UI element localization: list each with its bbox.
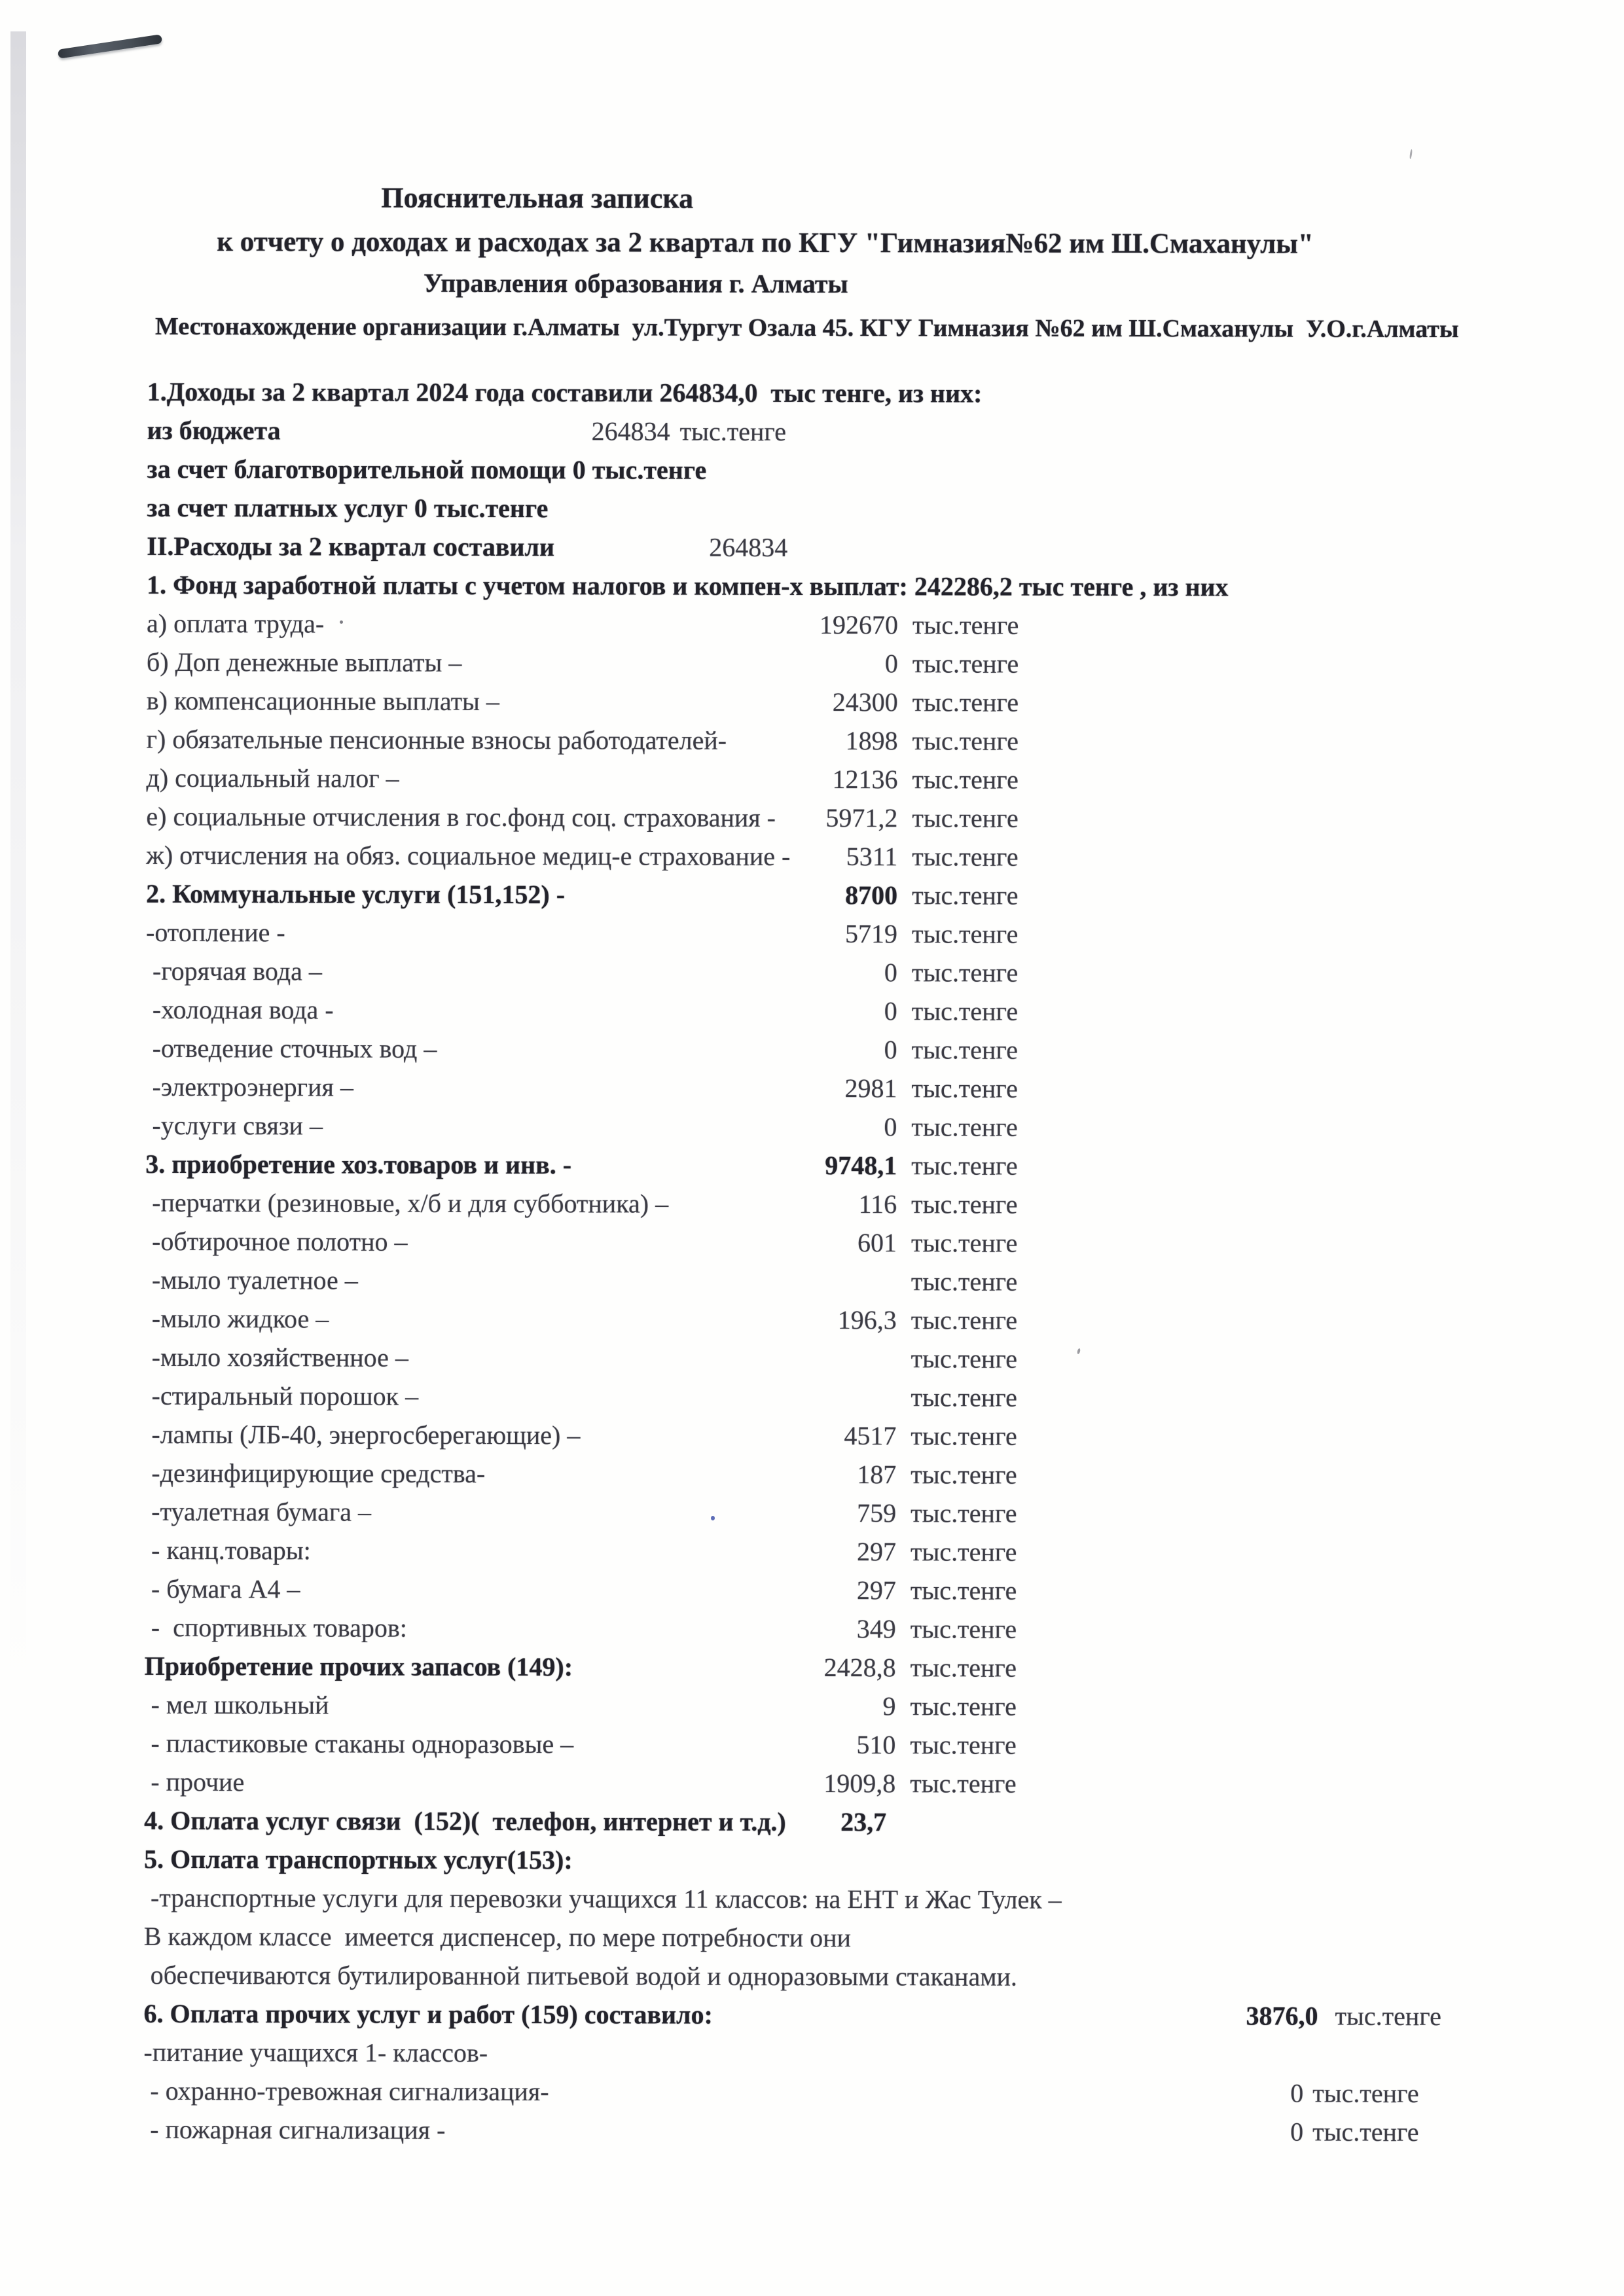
- line-value: 264834: [591, 416, 670, 446]
- line-unit: тыс.тенге: [910, 1730, 1017, 1760]
- line-value: 1909,8: [823, 1768, 896, 1799]
- doc-line: [0, 1649, 1621, 1686]
- line-unit: тыс.тенге: [910, 1691, 1017, 1721]
- doc-line: [0, 1880, 1620, 1918]
- line-unit: тыс.тенге: [911, 919, 1019, 949]
- doc-line: [0, 722, 1623, 759]
- line-unit: тыс.тенге: [911, 1382, 1017, 1412]
- line-label: -отопление -: [145, 917, 285, 948]
- doc-line: [0, 413, 1623, 450]
- line-unit: тыс.тенге: [911, 1112, 1018, 1142]
- line-value: 5971,2: [825, 803, 898, 833]
- line-label: -отведение сточных вод –: [145, 1033, 437, 1064]
- line-unit: тыс.тенге: [911, 958, 1019, 988]
- doc-line: [0, 606, 1623, 643]
- doc-line: [0, 1185, 1621, 1223]
- line-unit: тыс.тенге: [910, 1614, 1017, 1644]
- line-unit: тыс.тенге: [912, 764, 1019, 795]
- line-label: -питание учащихся 1- классов-: [143, 2037, 488, 2068]
- line-label: в) компенсационные выплаты –: [146, 685, 499, 717]
- doc-line: [0, 1494, 1621, 1532]
- line-value: 1898: [845, 726, 898, 756]
- line-value: 5311: [846, 842, 898, 872]
- line-unit: тыс.тенге: [911, 996, 1019, 1026]
- line-unit: тыс.тенге: [911, 1344, 1018, 1374]
- line-label: - мел школьный: [144, 1689, 329, 1720]
- doc-line: [0, 645, 1623, 682]
- doc-line: [0, 1842, 1620, 1879]
- doc-line: [0, 1031, 1622, 1068]
- line-label: -лампы (ЛБ-40, энергосберегающие) –: [145, 1419, 581, 1450]
- line-unit: тыс.тенге: [911, 1498, 1017, 1528]
- doc-line: [0, 452, 1623, 489]
- doc-line: [0, 838, 1622, 875]
- doc-line: [0, 1996, 1620, 2034]
- line-label: -горячая вода –: [145, 956, 322, 986]
- line-unit: тыс.тенге: [911, 1151, 1018, 1181]
- line-label: Приобретение прочих запасов (149):: [144, 1651, 573, 1682]
- doc-line: [0, 1803, 1620, 1840]
- line-value: 4517: [844, 1421, 897, 1451]
- line-label: -туалетная бумага –: [145, 1496, 372, 1527]
- doc-line: [0, 1340, 1621, 1377]
- line-label: - бумага А4 –: [144, 1573, 300, 1604]
- line-value: 0: [884, 1035, 897, 1065]
- line-unit: тыс.тенге: [910, 1768, 1017, 1799]
- line-unit: тыс.тенге: [912, 803, 1019, 833]
- line-unit: тыс.тенге: [912, 610, 1019, 640]
- line-unit: тыс.тенге: [912, 842, 1019, 872]
- line-value: 601: [857, 1228, 897, 1258]
- line-unit: тыс.тенге: [1312, 2117, 1419, 2147]
- line-label: - пожарная сигнализация -: [143, 2114, 452, 2145]
- doc-line: [0, 1378, 1621, 1416]
- doc-line: [0, 2073, 1619, 2111]
- line-label: ж) отчисления на обяз. социальное медиц-е страхование -: [146, 840, 791, 871]
- line-unit: тыс.тенге: [912, 726, 1019, 756]
- line-label: обеспечиваются бутилированной питьевой водой и одноразовыми стаканами.: [143, 1960, 1018, 1992]
- doc-line: [0, 374, 1623, 412]
- line-label: е) социальные отчисления в гос.фонд соц. страхования -: [146, 801, 776, 833]
- doc-line: [0, 992, 1622, 1030]
- line-label: -электроэнергия –: [145, 1071, 353, 1102]
- doc-line: [0, 1301, 1621, 1338]
- line-label: - прочие: [144, 1767, 245, 1797]
- line-unit: тыс.тенге: [911, 1189, 1018, 1219]
- doc-line: [0, 683, 1623, 721]
- doc-line: [0, 876, 1622, 914]
- doc-line: [0, 1263, 1621, 1300]
- line-value: 116: [858, 1189, 897, 1219]
- line-unit: тыс.тенге: [910, 1537, 1017, 1567]
- line-value: 0: [1290, 2078, 1304, 2108]
- line-label: -дезинфицирующие средства-: [145, 1458, 486, 1488]
- line-value: 9: [882, 1691, 896, 1721]
- line-value: 2428,8: [823, 1653, 896, 1683]
- doc-line: [0, 954, 1622, 991]
- line-label: - спортивных товаров:: [144, 1612, 407, 1643]
- line-label: II.Расходы за 2 квартал составили: [147, 531, 555, 562]
- doc-line: [0, 915, 1622, 952]
- line-value: 0: [884, 649, 898, 679]
- line-unit: тыс.тенге: [911, 1460, 1017, 1490]
- doc-line: [0, 2035, 1619, 2072]
- doc-line: [0, 799, 1622, 836]
- line-value: 297: [856, 1575, 896, 1605]
- line-unit: тыс.тенге: [911, 1421, 1017, 1451]
- doc-title: Пояснительная записка: [381, 181, 694, 215]
- line-label: 1.Доходы за 2 квартал 2024 года составили 264834,0 тыс тенге, из них:: [147, 376, 983, 408]
- line-label: 5. Оплата транспортных услуг(153):: [144, 1844, 573, 1875]
- doc-line: [0, 1069, 1622, 1107]
- line-value: 264834: [709, 532, 788, 562]
- doc-line: [0, 1958, 1620, 1995]
- line-value: 759: [857, 1498, 897, 1528]
- line-label: - охранно-тревожная сигнализация-: [143, 2075, 549, 2107]
- line-value: 2981: [844, 1073, 897, 1103]
- doc-line: [0, 1726, 1620, 1763]
- line-label: за счет платных услуг 0 тыс.тенге: [147, 492, 549, 524]
- doc-line: [0, 1108, 1621, 1145]
- doc-line: [0, 1533, 1621, 1570]
- line-value: 297: [856, 1537, 897, 1567]
- doc-line: [0, 1224, 1621, 1261]
- line-unit: тыс.тенге: [1335, 2001, 1441, 2032]
- line-value: 510: [856, 1730, 896, 1760]
- doc-line: [0, 761, 1623, 798]
- doc-org-line: Управления образования г. Алматы: [424, 268, 848, 299]
- line-label: 4. Оплата услуг связи (152)( телефон, интернет и т.д.): [144, 1805, 786, 1837]
- line-label: а) оплата труда-: [146, 608, 325, 639]
- line-unit: тыс.тенге: [911, 1266, 1018, 1297]
- line-label: 3. приобретение хоз.товаров и инв. -: [145, 1149, 572, 1180]
- doc-line: [0, 2112, 1619, 2149]
- line-label: -перчатки (резиновые, х/б и для субботника) –: [145, 1187, 669, 1219]
- line-unit: тыс.тенге: [910, 1575, 1017, 1605]
- line-label: -обтирочное полотно –: [145, 1226, 408, 1257]
- doc-line: [0, 1765, 1620, 1802]
- line-label: -стиральный порошок –: [145, 1380, 419, 1411]
- line-label: В каждом классе имеется диспенсер, по мере потребности они: [143, 1921, 852, 1953]
- doc-line: [0, 1456, 1621, 1493]
- line-value: 3876,0: [1246, 2001, 1318, 2031]
- line-label: 2. Коммунальные услуги (151,152) -: [146, 878, 566, 910]
- line-value: 12136: [832, 764, 898, 795]
- line-value: 8700: [845, 880, 898, 910]
- line-label: д) социальный налог –: [146, 762, 399, 793]
- line-label: 1. Фонд заработной платы с учетом налогов и компен-х выплат: 242286,2 тыс тенге , из них: [147, 569, 1229, 602]
- line-value: 23,7: [840, 1807, 887, 1837]
- line-value: 187: [857, 1460, 897, 1490]
- line-value: 24300: [832, 687, 898, 717]
- line-unit: тыс.тенге: [910, 1653, 1017, 1683]
- line-label: -услуги связи –: [145, 1110, 323, 1141]
- line-unit: тыс.тенге: [1312, 2078, 1419, 2108]
- line-label: - пластиковые стаканы одноразовые –: [144, 1728, 574, 1759]
- line-unit: тыс.тенге: [912, 880, 1019, 910]
- line-label: -холодная вода -: [145, 994, 334, 1025]
- line-value: 349: [856, 1614, 896, 1644]
- doc-line: [0, 567, 1623, 605]
- line-value: 0: [884, 1112, 897, 1142]
- doc-subtitle: к отчету о доходах и расходах за 2 квартал по КГУ "Гимназия№62 им Ш.Смаханулы": [217, 226, 1314, 260]
- line-unit: тыс.тенге: [679, 416, 787, 446]
- doc-line: [0, 1919, 1620, 1956]
- line-value: 0: [884, 996, 897, 1026]
- doc-line: [0, 1147, 1621, 1184]
- doc-line: [0, 529, 1623, 566]
- line-unit: тыс.тенге: [911, 1228, 1018, 1258]
- line-value: 196,3: [837, 1305, 897, 1335]
- doc-line: [0, 1571, 1621, 1609]
- line-unit: тыс.тенге: [911, 1073, 1018, 1103]
- line-label: г) обязательные пенсионные взносы работодателей-: [146, 724, 727, 755]
- doc-line: [0, 490, 1623, 528]
- line-label: - канц.товары:: [144, 1535, 311, 1566]
- line-label: за счет благотворительной помощи 0 тыс.тенге: [147, 454, 707, 485]
- line-value: 192670: [819, 610, 899, 640]
- line-unit: тыс.тенге: [911, 1305, 1018, 1335]
- line-label: -мыло туалетное –: [145, 1265, 358, 1295]
- doc-line: [0, 1417, 1621, 1454]
- doc-location-line: Местонахождение организации г.Алматы ул.Тургут Озала 45. КГУ Гимназия №62 им Ш.Смаханулы У.О.г.Алматы: [154, 312, 1459, 344]
- line-unit: тыс.тенге: [912, 687, 1019, 717]
- line-label: -транспортные услуги для перевозки учащихся 11 классов: на ЕНТ и Жас Тулек –: [143, 1882, 1062, 1914]
- line-label: 6. Оплата прочих услуг и работ (159) составило:: [143, 1998, 713, 2030]
- line-label: -мыло хозяйственное –: [145, 1342, 408, 1372]
- line-unit: тыс.тенге: [912, 649, 1019, 679]
- line-label: б) Доп денежные выплаты –: [146, 647, 462, 677]
- line-value: 5719: [844, 919, 898, 949]
- doc-line: [0, 1610, 1621, 1647]
- line-label: из бюджета: [147, 415, 281, 446]
- line-label: -мыло жидкое –: [145, 1303, 329, 1334]
- doc-line: [0, 1687, 1621, 1725]
- line-value: 0: [1290, 2117, 1304, 2147]
- line-value: 9748,1: [825, 1151, 897, 1181]
- line-value: 0: [884, 958, 897, 988]
- line-unit: тыс.тенге: [911, 1035, 1019, 1065]
